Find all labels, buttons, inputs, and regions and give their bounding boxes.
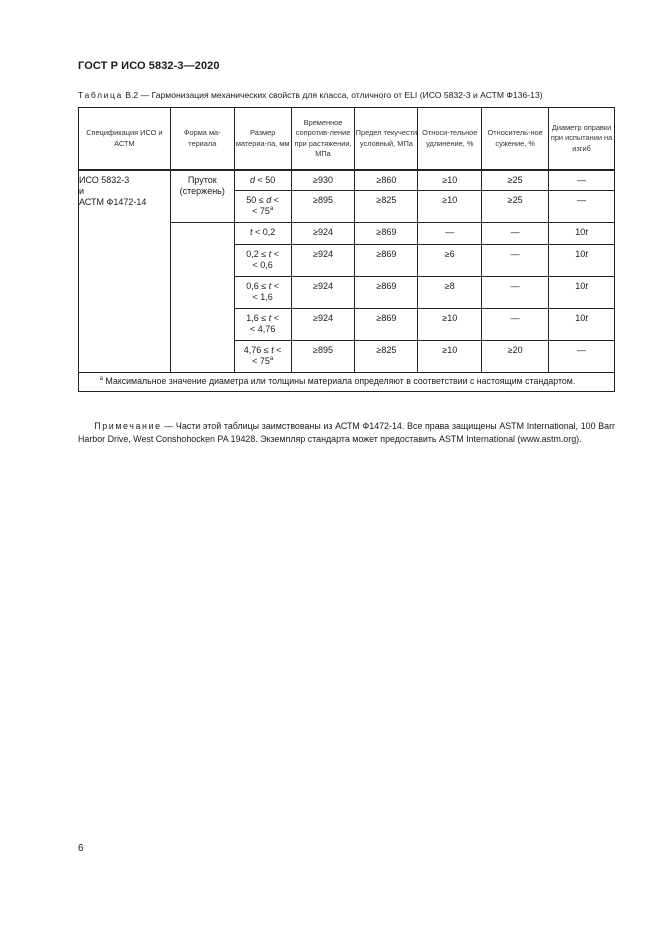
elongation-cell: ≥10: [418, 191, 482, 223]
size-cell: 0,2 ≤ t < < 0,6: [234, 245, 291, 277]
spec-line: АСТМ Ф1472-14: [79, 197, 147, 207]
header-size: Размер материа-па, мм: [234, 108, 291, 171]
note-text: — Части этой таблицы заимствованы из АСТМ Ф1472-14. Все права защищены ASTM International, 100 Barr Harbor Drive, West Conshohocken PA 19428. Экземпляр стандарта может предоставить ASTM International (www.astm.org).: [78, 421, 616, 444]
tensile-cell: ≥895: [291, 341, 355, 373]
table-footnote: [79, 373, 615, 392]
tensile-cell: ≥924: [291, 309, 355, 341]
size-cell: 50 ≤ d < < $75^a$: [234, 191, 291, 223]
header-elongation: Относи-тельное удлинение, %: [418, 108, 482, 171]
elongation-cell: ≥10: [418, 309, 482, 341]
size-cell: 0,6 ≤ t < < 1,6: [234, 277, 291, 309]
spec-line: ИСО 5832-3: [79, 175, 130, 185]
page-number: 6: [78, 843, 84, 854]
tensile-cell: ≥930: [291, 170, 355, 191]
table-note: [78, 420, 615, 445]
bend-cell: —: [549, 341, 615, 373]
yield-cell: ≥869: [355, 245, 418, 277]
footnote-row: [79, 373, 615, 392]
table-header-row: [79, 108, 615, 171]
header-yield: Предел текучести условный, МПа: [355, 108, 418, 171]
note-label: Примечание: [94, 421, 162, 431]
bend-cell: 10t: [549, 309, 615, 341]
size-cell: d < 50: [234, 170, 291, 191]
yield-cell: ≥825: [355, 191, 418, 223]
yield-cell: ≥860: [355, 170, 418, 191]
yield-cell: ≥869: [355, 309, 418, 341]
reduction-cell: —: [482, 309, 549, 341]
yield-cell: ≥869: [355, 223, 418, 245]
form-cell-empty: [170, 223, 234, 373]
header-spec: Спецификация ИСО и АСТМ: [79, 108, 171, 171]
tensile-cell: ≥924: [291, 223, 355, 245]
elongation-cell: —: [418, 223, 482, 245]
yield-cell: ≥825: [355, 341, 418, 373]
caption-number: В.2: [125, 90, 139, 100]
reduction-cell: —: [482, 223, 549, 245]
tensile-cell: ≥924: [291, 277, 355, 309]
table-row: [79, 170, 615, 191]
size-cell: t < 0,2: [234, 223, 291, 245]
bend-cell: 10t: [549, 245, 615, 277]
bend-cell: —: [549, 191, 615, 223]
bend-cell: 10t: [549, 277, 615, 309]
reduction-cell: —: [482, 245, 549, 277]
reduction-cell: —: [482, 277, 549, 309]
elongation-cell: ≥10: [418, 170, 482, 191]
form-cell: [170, 170, 234, 223]
yield-cell: ≥869: [355, 277, 418, 309]
reduction-cell: ≥25: [482, 170, 549, 191]
caption-label: Таблица: [78, 90, 123, 100]
properties-table: [78, 107, 615, 392]
spec-line: и: [79, 186, 85, 196]
bend-cell: —: [549, 170, 615, 191]
footnote-mark: a: [99, 376, 104, 383]
reduction-cell: ≥25: [482, 191, 549, 223]
header-tensile: Временное сопротив-ление при растяжении, МПа: [291, 108, 355, 171]
form-line: (стержень): [179, 186, 225, 196]
header-form: Форма ма-териала: [170, 108, 234, 171]
tensile-cell: ≥895: [291, 191, 355, 223]
reduction-cell: ≥20: [482, 341, 549, 373]
form-line: Пруток: [187, 175, 217, 185]
tensile-cell: ≥924: [291, 245, 355, 277]
elongation-cell: ≥6: [418, 245, 482, 277]
footnote-text: Максимальное значение диаметра или толщины материала определяют в соответствии с настоящим стандартом.: [103, 376, 576, 386]
spec-cell: [79, 170, 171, 373]
table-caption: [78, 90, 618, 100]
header-bend: Диаметр оправки при испытании на изгиб: [549, 108, 615, 171]
elongation-cell: ≥10: [418, 341, 482, 373]
size-cell: 1,6 ≤ t < < 4,76: [234, 309, 291, 341]
document-header: ГОСТ Р ИСО 5832-3—2020: [78, 60, 220, 72]
header-reduction: Относитель-ное сужение, %: [482, 108, 549, 171]
size-cell: 4,76 ≤ t < < $75^a$: [234, 341, 291, 373]
elongation-cell: ≥8: [418, 277, 482, 309]
caption-text: — Гармонизация механических свойств для класса, отличного от ELI (ИСО 5832-3 и АСТМ Ф136-13): [138, 90, 543, 100]
bend-cell: 10t: [549, 223, 615, 245]
